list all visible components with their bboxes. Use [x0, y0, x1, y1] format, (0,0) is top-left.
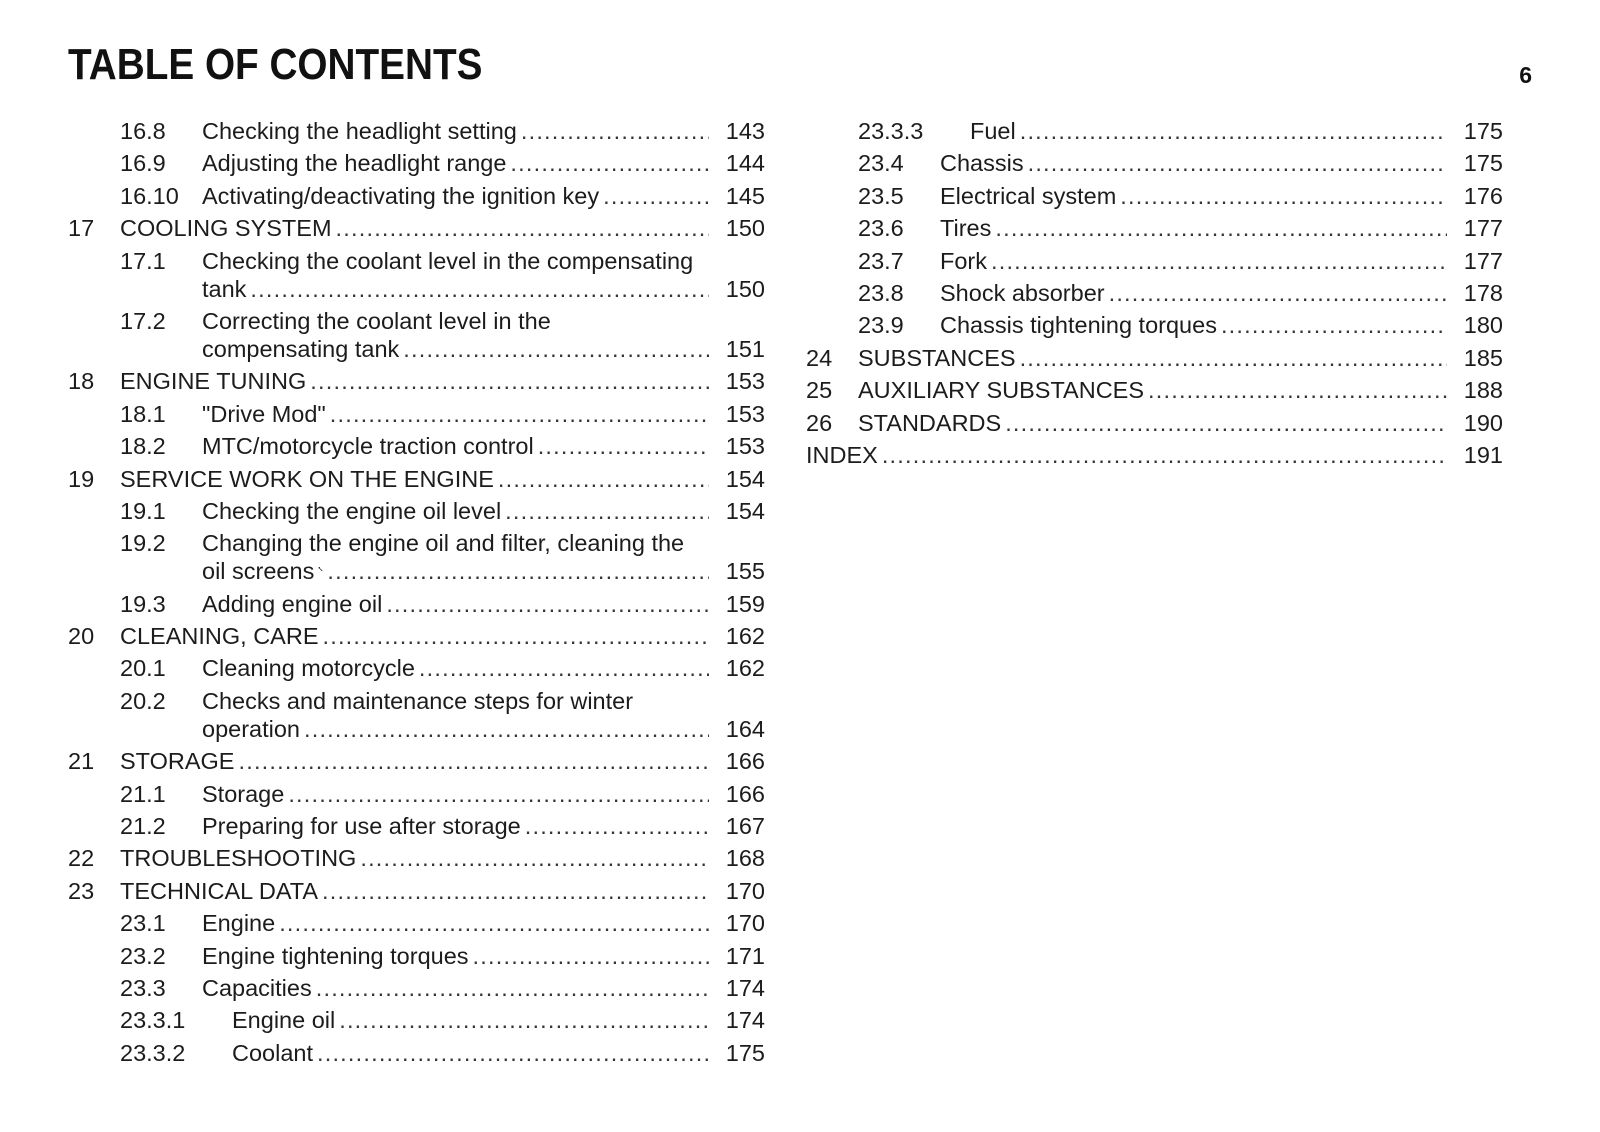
section-title[interactable]: Chassis [940, 150, 1024, 177]
section-number: 18.1 [120, 400, 166, 427]
dot-leader [991, 247, 1447, 275]
toc-entry[interactable] [68, 432, 765, 460]
chapter-number: 20 [68, 623, 95, 650]
dot-leader [386, 590, 709, 618]
dot-leader [238, 747, 709, 775]
section-number: 17.1 [120, 247, 166, 274]
section-title[interactable]: Engine [202, 910, 276, 937]
page-ref[interactable]: 143 [725, 118, 765, 144]
toc-entry[interactable] [68, 974, 765, 1002]
section-number: 23.8 [858, 279, 904, 306]
chapter-number: 19 [68, 465, 95, 492]
toc-subentry[interactable] [806, 117, 1503, 145]
dot-leader [339, 1006, 709, 1034]
page-ref[interactable]: 191 [1463, 441, 1503, 468]
dot-leader [882, 441, 1447, 469]
toc-entry[interactable] [68, 942, 765, 970]
section-number: 23.5 [858, 182, 904, 209]
chapter-number: 18 [68, 368, 95, 395]
dot-leader [1005, 409, 1447, 437]
toc-entry[interactable] [68, 149, 765, 177]
page-ref[interactable]: 153 [725, 368, 765, 395]
section-number: 23.1 [120, 910, 166, 937]
section-title[interactable]: Coolant [232, 1039, 313, 1066]
wrench-icon [318, 559, 323, 579]
page-ref[interactable]: 162 [725, 623, 765, 650]
dot-leader [317, 1039, 709, 1067]
page-number: 6 [1519, 62, 1532, 88]
toc-entry[interactable] [68, 117, 765, 145]
section-number: 21.1 [120, 780, 166, 807]
page-ref[interactable]: 185 [1463, 344, 1503, 371]
page-ref[interactable]: 190 [1463, 409, 1503, 436]
toc-chapter[interactable] [68, 367, 765, 395]
section-number: 16.10 [120, 182, 179, 209]
chapter-title[interactable]: TROUBLESHOOTING [120, 845, 357, 872]
chapter-title[interactable]: CLEANING, CARE [120, 623, 319, 650]
section-title[interactable]: Storage [202, 780, 285, 807]
chapter-title[interactable]: SUBSTANCES [858, 344, 1016, 371]
index-title[interactable]: INDEX [806, 441, 878, 468]
toc-right-column [806, 117, 1503, 473]
chapter-number: 22 [68, 845, 95, 872]
page-ref[interactable]: 154 [725, 497, 765, 524]
page-ref[interactable]: 145 [725, 182, 765, 209]
toc-chapter[interactable] [68, 214, 765, 242]
section-number: 16.9 [120, 150, 166, 177]
toc-chapter[interactable] [806, 344, 1503, 372]
dot-leader [279, 909, 709, 937]
section-title[interactable]: Shock absorber [940, 279, 1105, 306]
dot-leader [310, 367, 709, 395]
toc-entry[interactable] [68, 182, 765, 210]
dot-leader [1028, 149, 1447, 177]
section-number: 23.3.3 [858, 118, 924, 144]
page-ref[interactable]: 174 [725, 974, 765, 1001]
section-number: 19.2 [120, 530, 166, 557]
toc-entry[interactable] [806, 149, 1503, 177]
chapter-number: 25 [806, 377, 833, 404]
dot-leader [603, 182, 709, 210]
page-ref[interactable]: 159 [725, 590, 765, 617]
dot-leader [1020, 344, 1447, 372]
dot-leader [538, 432, 709, 460]
toc-entry[interactable] [68, 497, 765, 525]
page-ref[interactable]: 175 [725, 1039, 765, 1066]
toc-entry[interactable] [68, 780, 765, 808]
dot-leader [304, 715, 709, 743]
toc-index[interactable] [806, 441, 1503, 469]
page-ref[interactable]: 180 [1463, 312, 1503, 339]
dot-leader [322, 877, 709, 905]
toc-entry[interactable] [68, 590, 765, 618]
section-title[interactable]: Adjusting the headlight range [202, 150, 507, 177]
section-title-line1[interactable]: Checking the coolant level in the compensating [202, 247, 694, 274]
dot-leader [316, 974, 709, 1002]
section-number: 19.3 [120, 590, 166, 617]
dot-leader [1109, 279, 1447, 307]
page-title: TABLE OF CONTENTS [68, 40, 483, 89]
toc-chapter[interactable] [806, 376, 1503, 404]
section-number: 23.6 [858, 215, 904, 242]
toc-entry[interactable] [68, 307, 765, 363]
section-number: 23.7 [858, 247, 904, 274]
page-ref[interactable]: 162 [725, 655, 765, 682]
section-title[interactable]: oil screens [202, 558, 315, 585]
dot-leader [330, 400, 709, 428]
section-title[interactable]: Fuel [970, 118, 1016, 144]
chapter-title[interactable]: STANDARDS [858, 409, 1002, 436]
toc-chapter[interactable] [68, 844, 765, 872]
page-ref[interactable]: 144 [725, 150, 765, 177]
section-title[interactable]: "Drive Mod" [202, 400, 326, 427]
chapter-title[interactable]: TECHNICAL DATA [120, 877, 319, 904]
dot-leader [473, 942, 709, 970]
section-title[interactable]: Tires [940, 215, 992, 242]
chapter-title[interactable]: ENGINE TUNING [120, 368, 307, 395]
page-ref[interactable]: 164 [725, 715, 765, 742]
chapter-title[interactable]: COOLING SYSTEM [120, 215, 332, 242]
page-ref[interactable]: 171 [725, 942, 765, 969]
section-number: 17.2 [120, 307, 166, 334]
toc-subentry[interactable] [68, 1039, 765, 1067]
chapter-number: 17 [68, 215, 95, 242]
dot-leader [250, 275, 709, 303]
toc-entry[interactable] [68, 247, 765, 303]
section-title-line1[interactable]: Checks and maintenance steps for winter [202, 687, 634, 714]
toc-chapter[interactable] [68, 747, 765, 775]
section-number: 23.2 [120, 942, 166, 969]
page-ref[interactable]: 170 [725, 910, 765, 937]
dot-leader [403, 335, 709, 363]
toc-chapter[interactable] [68, 465, 765, 493]
section-title[interactable]: MTC/motorcycle traction control [202, 433, 534, 460]
toc-entry[interactable] [806, 214, 1503, 242]
dot-leader [419, 654, 709, 682]
chapter-number: 24 [806, 344, 833, 371]
toc-chapter[interactable] [68, 877, 765, 905]
page-ref[interactable]: 153 [725, 400, 765, 427]
chapter-number: 21 [68, 748, 95, 775]
section-title[interactable]: compensating tank [202, 335, 400, 362]
section-title-line1[interactable]: Changing the engine oil and filter, cleaning the [202, 530, 685, 557]
dot-leader [505, 497, 709, 525]
page-ref[interactable]: 188 [1463, 377, 1503, 404]
toc-entry[interactable] [806, 182, 1503, 210]
page-ref[interactable]: 150 [725, 215, 765, 242]
page-ref[interactable]: 175 [1463, 150, 1503, 177]
section-title[interactable]: Checking the headlight setting [202, 118, 517, 144]
section-number: 16.8 [120, 118, 166, 144]
toc-entry[interactable] [806, 279, 1503, 307]
section-number: 20.1 [120, 655, 166, 682]
dot-leader [498, 465, 709, 493]
toc-entry[interactable] [68, 909, 765, 937]
dot-leader [288, 780, 709, 808]
dot-leader [327, 557, 709, 585]
dot-leader [1120, 182, 1447, 210]
chapter-title[interactable]: STORAGE [120, 748, 235, 775]
chapter-title[interactable]: AUXILIARY SUBSTANCES [858, 377, 1145, 404]
page-ref[interactable]: 166 [725, 748, 765, 775]
toc-entry[interactable] [806, 247, 1503, 275]
page-ref[interactable]: 151 [725, 335, 765, 362]
toc-chapter[interactable] [806, 409, 1503, 437]
dot-leader [336, 214, 709, 242]
chapter-number: 26 [806, 409, 833, 436]
dot-leader [1020, 117, 1447, 145]
toc-entry[interactable] [68, 654, 765, 682]
toc-entry[interactable] [68, 529, 765, 585]
page-ref[interactable]: 176 [1463, 182, 1503, 209]
section-title[interactable]: Checking the engine oil level [202, 497, 502, 524]
section-title[interactable]: Electrical system [940, 182, 1117, 209]
section-title[interactable]: Cleaning motorcycle [202, 655, 415, 682]
section-title-line1[interactable]: Correcting the coolant level in the [202, 307, 551, 334]
section-number: 23.4 [858, 150, 904, 177]
section-title[interactable]: Fork [940, 247, 987, 274]
section-number: 19.1 [120, 497, 166, 524]
dot-leader [510, 149, 709, 177]
page-ref[interactable]: 154 [725, 465, 765, 492]
page-ref[interactable]: 170 [725, 877, 765, 904]
page-ref[interactable]: 178 [1463, 279, 1503, 306]
dot-leader [360, 844, 709, 872]
chapter-title[interactable]: SERVICE WORK ON THE ENGINE [120, 465, 494, 492]
section-title[interactable]: Engine tightening torques [202, 942, 469, 969]
section-title[interactable]: Capacities [202, 974, 312, 1001]
dot-leader [995, 214, 1447, 242]
section-number: 23.3 [120, 974, 166, 1001]
toc-chapter[interactable] [68, 622, 765, 650]
toc-subentry[interactable] [68, 1006, 765, 1034]
page-ref[interactable]: 177 [1463, 215, 1503, 242]
toc-entry[interactable] [68, 687, 765, 743]
page-ref[interactable]: 150 [725, 275, 765, 302]
toc-entry[interactable] [68, 400, 765, 428]
dot-leader [1148, 376, 1447, 404]
page-ref[interactable]: 166 [725, 780, 765, 807]
page-ref[interactable]: 174 [725, 1007, 765, 1034]
section-title[interactable]: Preparing for use after storage [202, 813, 521, 840]
section-title[interactable]: Engine oil [232, 1007, 336, 1034]
section-title[interactable]: Adding engine oil [202, 590, 383, 617]
page-ref[interactable]: 155 [725, 558, 765, 585]
chapter-number: 23 [68, 877, 95, 904]
section-number: 18.2 [120, 433, 166, 460]
section-title[interactable]: operation [202, 715, 300, 742]
section-title[interactable]: Activating/deactivating the ignition key [202, 182, 600, 209]
dot-leader [323, 622, 710, 650]
page-ref[interactable]: 153 [725, 433, 765, 460]
toc-left-column [68, 117, 765, 1071]
page-ref[interactable]: 167 [725, 813, 765, 840]
section-number: 21.2 [120, 813, 166, 840]
section-number: 20.2 [120, 687, 166, 714]
dot-leader [525, 812, 709, 840]
section-title[interactable]: tank [202, 275, 247, 302]
section-number: 23.3.2 [120, 1039, 186, 1066]
section-title[interactable]: Chassis tightening torques [940, 312, 1217, 339]
toc-entry[interactable] [68, 812, 765, 840]
toc-entry[interactable] [806, 311, 1503, 339]
section-number: 23.3.1 [120, 1007, 186, 1034]
section-number: 23.9 [858, 312, 904, 339]
page-ref[interactable]: 177 [1463, 247, 1503, 274]
dot-leader [521, 117, 709, 145]
page-ref[interactable]: 175 [1463, 118, 1503, 144]
page-ref[interactable]: 168 [725, 845, 765, 872]
dot-leader [1221, 311, 1447, 339]
